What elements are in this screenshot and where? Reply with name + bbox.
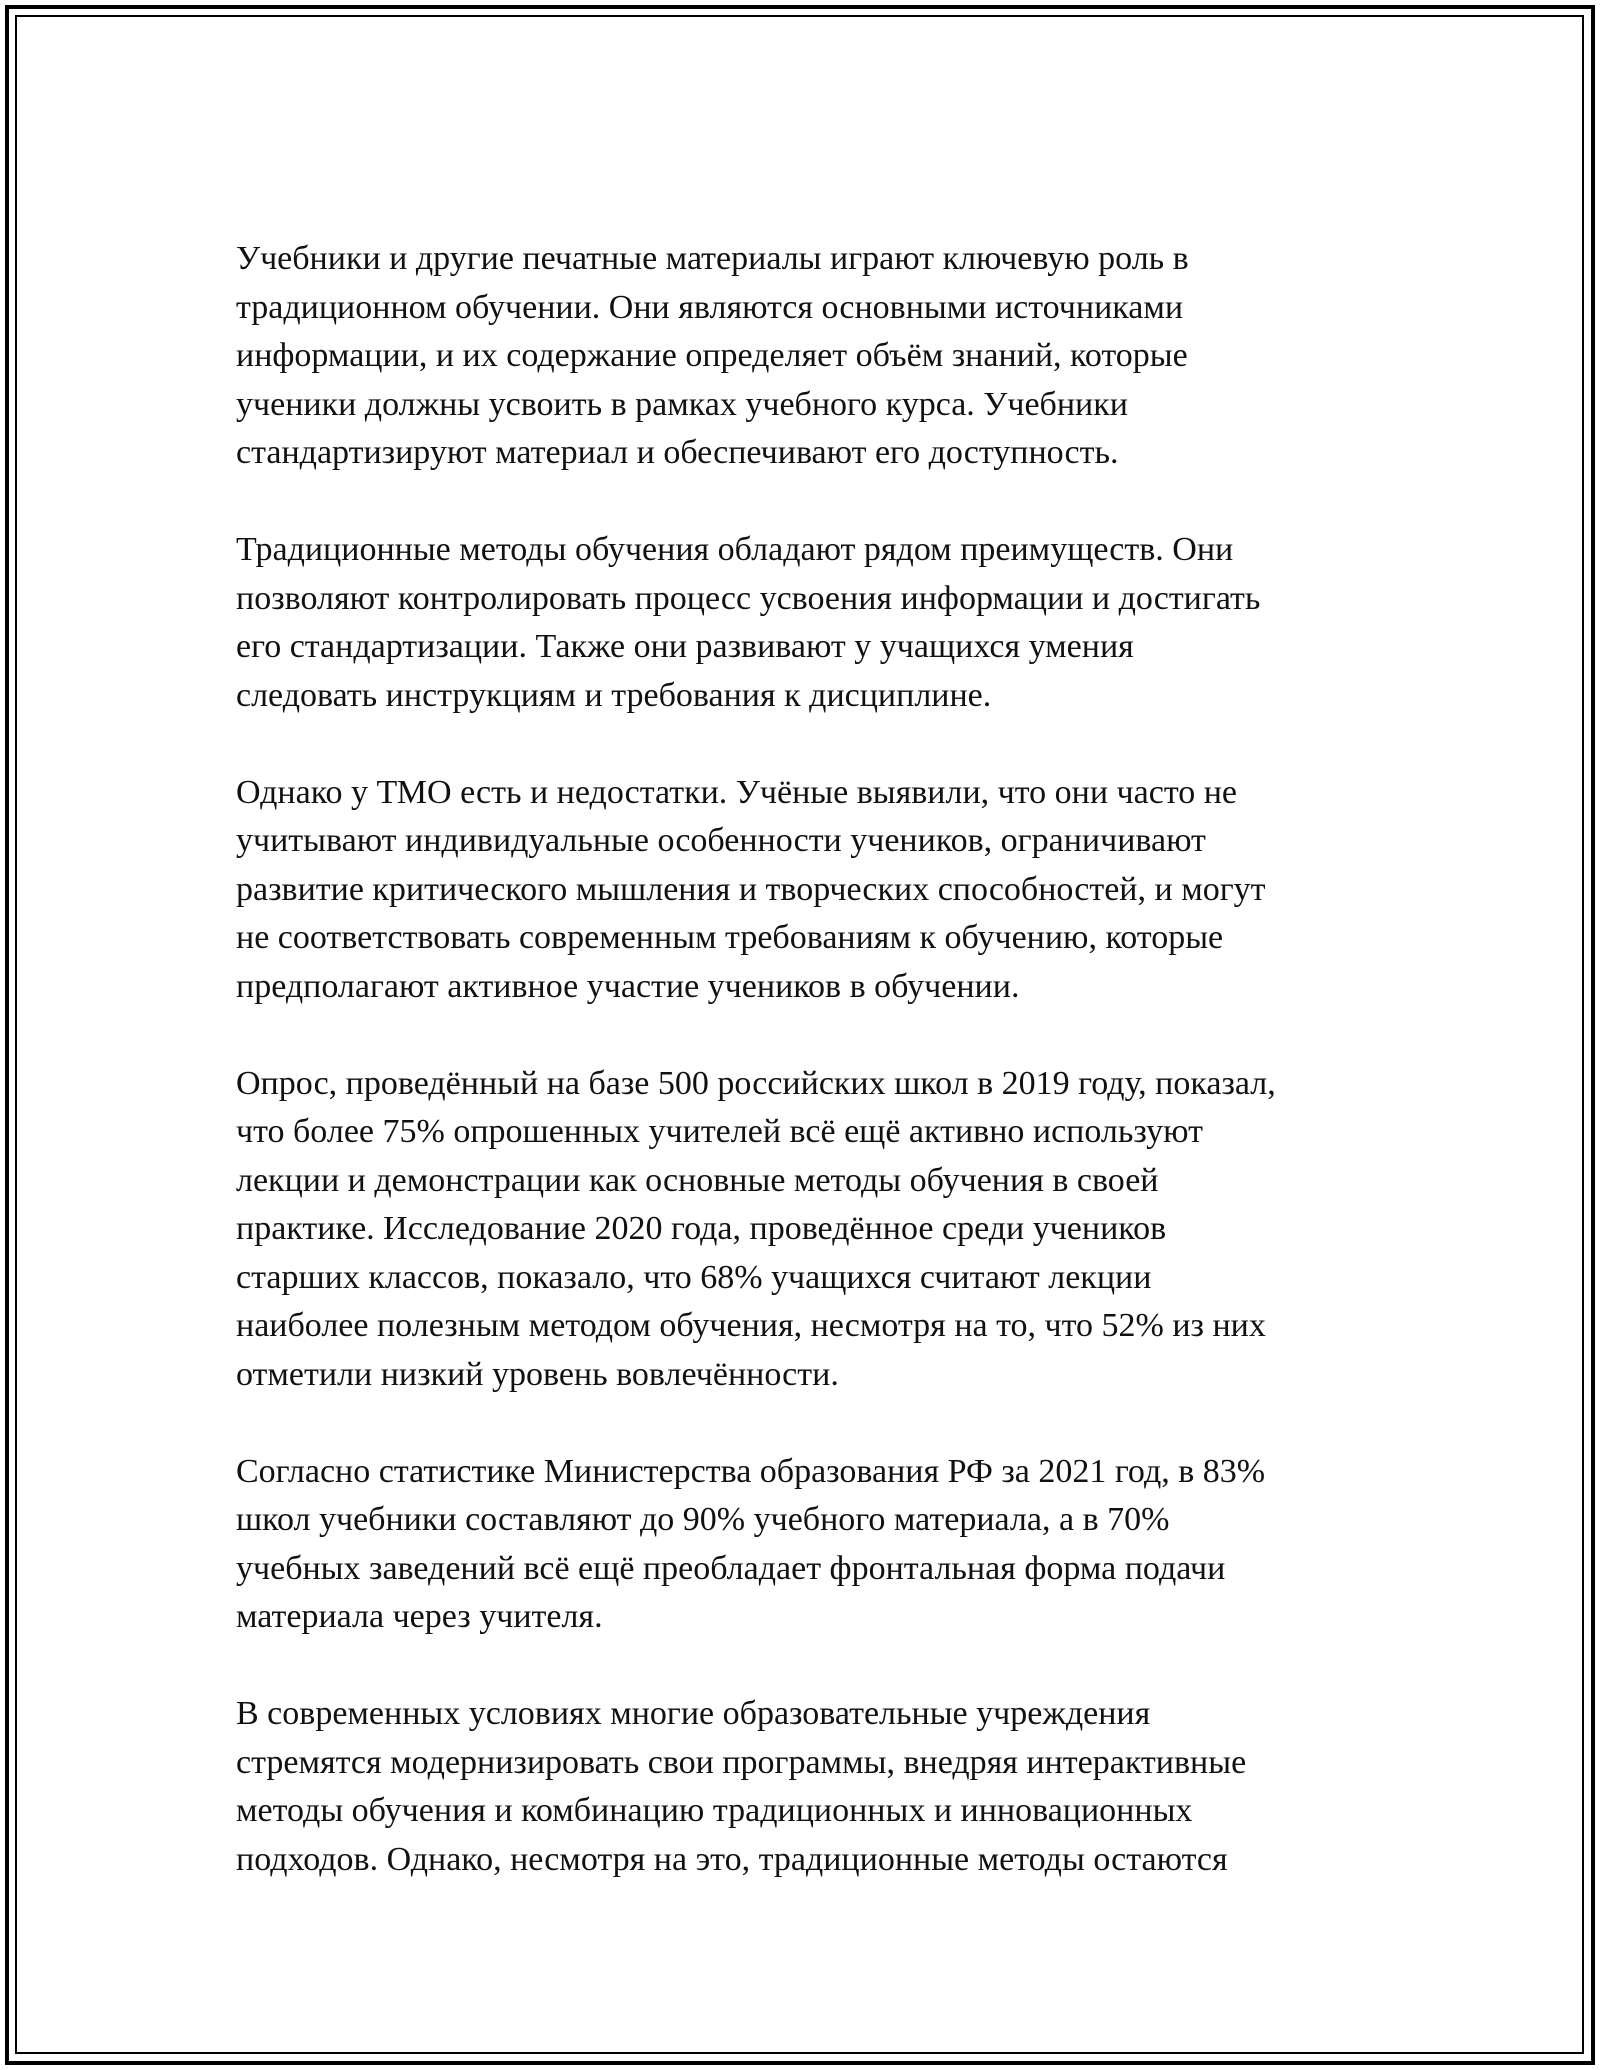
text-line: предполагают активное участие учеников в обучении.	[236, 967, 1020, 1005]
text-line: Однако у ТМО есть и недостатки. Учёные выявили, что они часто не	[236, 773, 1238, 811]
text-line: стремятся модернизировать свои программы, внедряя интерактивные	[236, 1743, 1247, 1781]
text-line: Традиционные методы обучения обладают рядом преимуществ. Они	[236, 531, 1234, 568]
text-line: школ учебники составляют до 90% учебного материала, а в 70%	[236, 1501, 1170, 1538]
text-line: развитие критического мышления и творческих способностей, и могут	[236, 870, 1266, 908]
text-line: практике. Исследование 2020 года, проведённое среди учеников	[236, 1210, 1167, 1247]
paragraph-5	[236, 1448, 1396, 1642]
document-body	[236, 235, 1396, 1933]
text-line: Учебники и другие печатные материалы играют ключевую роль в	[236, 240, 1189, 277]
paragraph-2	[236, 526, 1396, 720]
text-line: не соответствовать современным требованиям к обучению, которые	[236, 919, 1224, 956]
text-line: учитывают индивидуальные особенности учеников, ограничивают	[236, 822, 1206, 859]
text-line: Согласно статистике Министерства образования РФ за 2021 год, в 83%	[236, 1452, 1266, 1490]
text-line: стандартизируют материал и обеспечивают его доступность.	[236, 434, 1119, 471]
text-line: информации, и их содержание определяет объём знаний, которые	[236, 337, 1188, 374]
paragraph-4	[236, 1060, 1396, 1400]
text-line: ученики должны усвоить в рамках учебного курса. Учебники	[236, 385, 1128, 423]
text-line: лекции и демонстрации как основные методы обучения в своей	[236, 1161, 1159, 1199]
paragraph-3	[236, 769, 1396, 1012]
text-line: методы обучения и комбинацию традиционных и инновационных	[236, 1792, 1193, 1829]
paragraph-6	[236, 1690, 1396, 1884]
text-line: следовать инструкциям и требования к дисциплине.	[236, 676, 992, 714]
text-line: позволяют контролировать процесс усвоения информации и достигать	[236, 579, 1261, 617]
text-line: материала через учителя.	[236, 1598, 603, 1635]
text-line: его стандартизации. Также они развивают у учащихся умения	[236, 628, 1134, 665]
paragraph-1	[236, 235, 1396, 478]
text-line: старших классов, показало, что 68% учащихся считают лекции	[236, 1258, 1152, 1296]
text-line: отметили низкий уровень вовлечённости.	[236, 1355, 839, 1393]
text-line: В современных условиях многие образовательные учреждения	[236, 1695, 1151, 1732]
text-line: Опрос, проведённый на базе 500 российских школ в 2019 году, показал,	[236, 1064, 1276, 1102]
text-line: учебных заведений всё ещё преобладает фронтальная форма подачи	[236, 1549, 1226, 1587]
text-line: традиционном обучении. Они являются основными источниками	[236, 288, 1184, 326]
text-line: наиболее полезным методом обучения, несмотря на то, что 52% из них	[236, 1307, 1266, 1344]
text-line: что более 75% опрошенных учителей всё ещё активно используют	[236, 1113, 1203, 1150]
text-line: подходов. Однако, несмотря на это, традиционные методы остаются	[236, 1840, 1228, 1878]
